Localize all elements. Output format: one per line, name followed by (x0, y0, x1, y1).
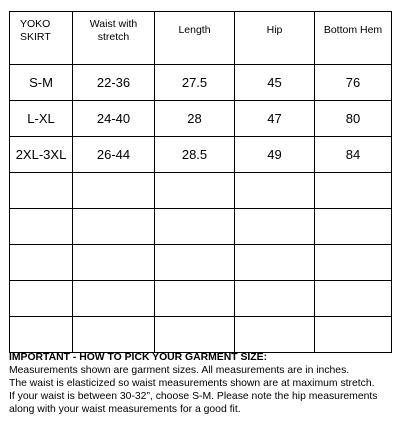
header-waist-line2: stretch (97, 31, 130, 43)
hip-cell: 45 (235, 65, 315, 101)
header-length: Length (155, 12, 235, 65)
note-line: Measurements shown are garment sizes. All measurements are in inches. (9, 365, 350, 376)
size-cell (10, 281, 73, 317)
hem-cell (315, 173, 392, 209)
table-row (10, 281, 392, 317)
hem-cell (315, 209, 392, 245)
size-cell (10, 317, 73, 353)
header-row (10, 12, 392, 65)
header-garment-name-line2: SKIRT (20, 31, 51, 43)
header-bottom-hem: Bottom Hem (315, 12, 392, 65)
table-row (10, 245, 392, 281)
waist-cell: 24-40 (73, 101, 155, 137)
table-row (10, 173, 392, 209)
waist-cell: 26-44 (73, 137, 155, 173)
hip-cell: 47 (235, 101, 315, 137)
header-waist (73, 12, 155, 65)
hip-cell (235, 173, 315, 209)
header-waist-line1: Waist with (89, 18, 138, 30)
size-guide-note (9, 351, 393, 416)
length-cell (155, 173, 235, 209)
length-cell (155, 209, 235, 245)
table-row (10, 137, 392, 173)
size-cell (10, 245, 73, 281)
note-line: along with your waist measurements for a good fit. (9, 404, 241, 415)
length-cell (155, 317, 235, 353)
length-cell: 27.5 (155, 65, 235, 101)
hem-cell: 80 (315, 101, 392, 137)
table-row (10, 101, 392, 137)
hem-cell: 76 (315, 65, 392, 101)
header-garment-name (10, 12, 73, 65)
hem-cell (315, 281, 392, 317)
hip-cell: 49 (235, 137, 315, 173)
table-row (10, 65, 392, 101)
note-title: IMPORTANT - HOW TO PICK YOUR GARMENT SIZE: (9, 352, 268, 363)
waist-cell (73, 317, 155, 353)
size-cell: S-M (10, 65, 73, 101)
hip-cell (235, 209, 315, 245)
hip-cell (235, 281, 315, 317)
table-row (10, 317, 392, 353)
length-cell: 28.5 (155, 137, 235, 173)
hip-cell (235, 317, 315, 353)
size-cell (10, 173, 73, 209)
header-hip: Hip (235, 12, 315, 65)
hem-cell (315, 245, 392, 281)
waist-cell (73, 281, 155, 317)
hem-cell (315, 317, 392, 353)
waist-cell: 22-36 (73, 65, 155, 101)
size-cell: 2XL-3XL (10, 137, 73, 173)
length-cell (155, 281, 235, 317)
hem-cell: 84 (315, 137, 392, 173)
note-line: The waist is elasticized so waist measurements shown are at maximum stretch. (9, 378, 375, 389)
waist-cell (73, 209, 155, 245)
length-cell (155, 245, 235, 281)
size-cell (10, 209, 73, 245)
size-cell: L-XL (10, 101, 73, 137)
waist-cell (73, 173, 155, 209)
waist-cell (73, 245, 155, 281)
size-chart-table (9, 11, 392, 353)
hip-cell (235, 245, 315, 281)
header-garment-name-line1: YOKO (20, 18, 51, 30)
table-row (10, 209, 392, 245)
note-line: If your waist is between 30-32”, choose S-M. Please note the hip measurements (9, 391, 378, 402)
length-cell: 28 (155, 101, 235, 137)
